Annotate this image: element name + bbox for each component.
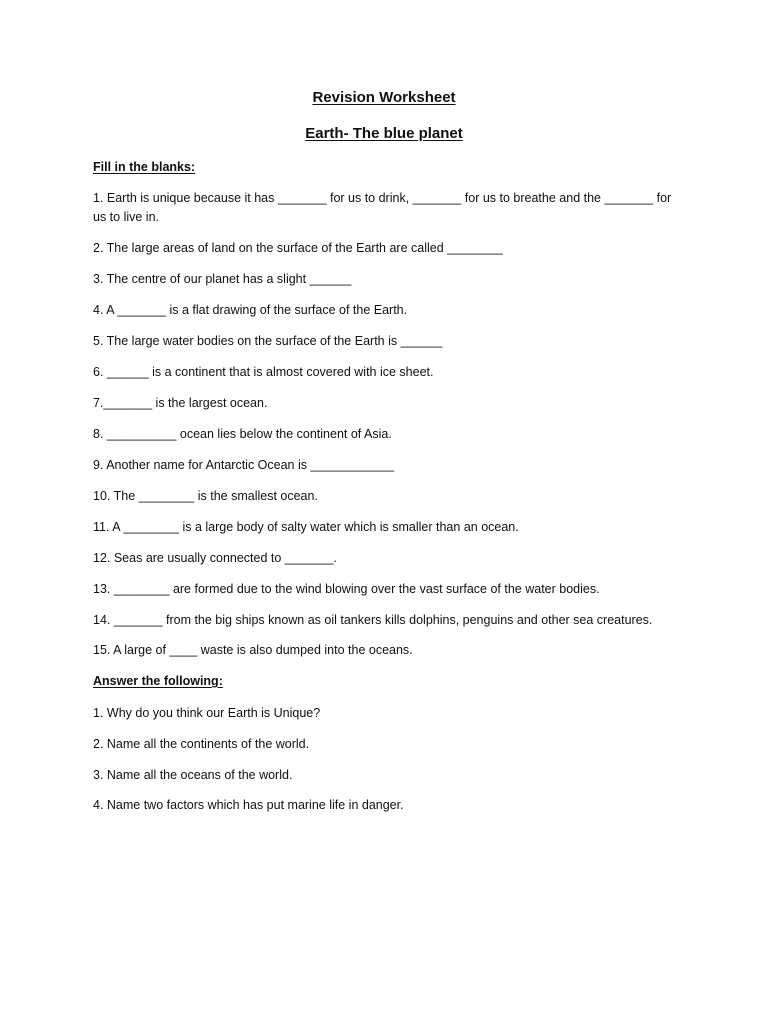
fill-blank-item: 15. A large of ____ waste is also dumped into the oceans. — [93, 643, 413, 657]
fill-blank-item: 6. ______ is a continent that is almost covered with ice sheet. — [93, 365, 434, 379]
fill-blank-item: 11. A ________ is a large body of salty water which is smaller than an ocean. — [93, 520, 519, 534]
fill-blanks-heading: Fill in the blanks: — [93, 160, 196, 174]
fill-blank-item: 12. Seas are usually connected to _______. — [93, 551, 337, 565]
fill-blank-item: 9. Another name for Antarctic Ocean is ____________ — [93, 458, 394, 472]
fill-blank-item: 8. __________ ocean lies below the continent of Asia. — [93, 427, 392, 441]
fill-blank-item: 2. The large areas of land on the surface of the Earth are called ________ — [93, 241, 503, 255]
fill-blank-item: 7._______ is the largest ocean. — [93, 396, 268, 410]
fill-blank-item: 14. _______ from the big ships known as oil tankers kills dolphins, penguins and other sea creatures. — [93, 613, 653, 627]
answer-item: 2. Name all the continents of the world. — [93, 737, 310, 751]
fill-blank-item: 3. The centre of our planet has a slight ______ — [93, 272, 352, 286]
fill-blank-item: 5. The large water bodies on the surface of the Earth is ______ — [93, 334, 443, 348]
answer-item: 4. Name two factors which has put marine life in danger. — [93, 798, 404, 812]
worksheet-subtitle: Earth- The blue planet — [305, 125, 463, 142]
fill-blank-item: 13. ________ are formed due to the wind blowing over the vast surface of the water bodies. — [93, 582, 600, 596]
fill-blank-item: 1. Earth is unique because it has _______ for us to drink, _______ for us to breathe and the _______ for us to live in. — [93, 191, 675, 224]
fill-blank-item: 10. The ________ is the smallest ocean. — [93, 489, 318, 503]
answer-following-heading: Answer the following: — [93, 674, 223, 688]
answer-item: 1. Why do you think our Earth is Unique? — [93, 706, 321, 720]
fill-blank-item: 4. A _______ is a flat drawing of the surface of the Earth. — [93, 303, 408, 317]
worksheet-title: Revision Worksheet — [312, 89, 456, 106]
answer-item: 3. Name all the oceans of the world. — [93, 768, 293, 782]
